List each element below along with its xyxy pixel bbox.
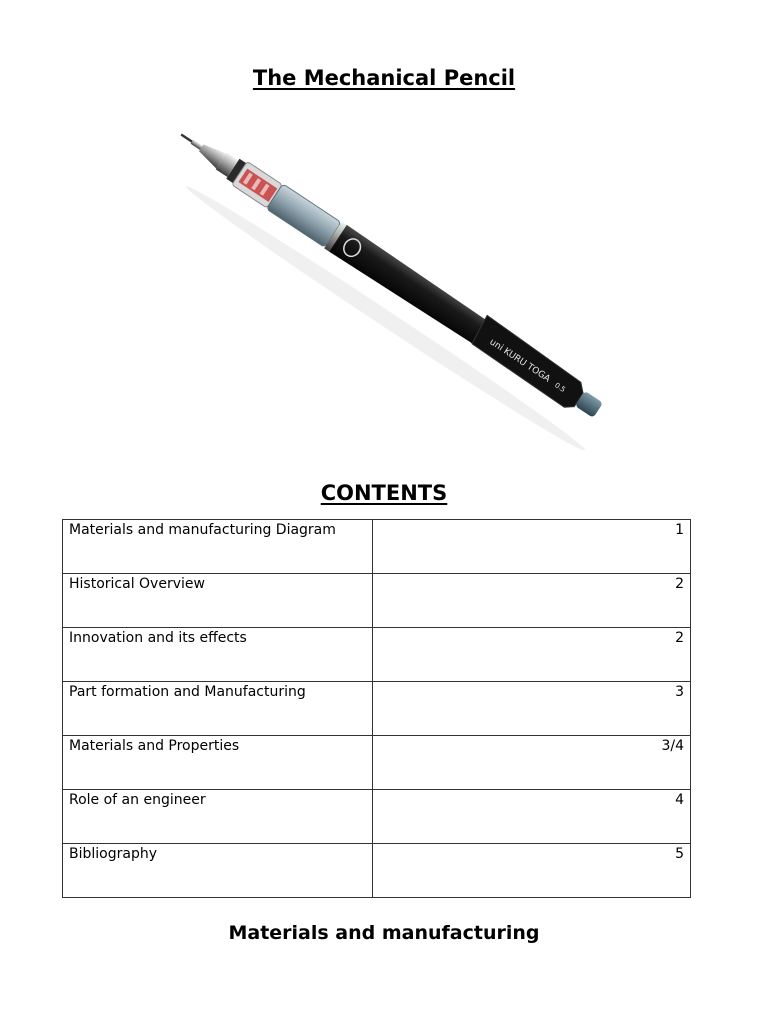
table-row xyxy=(63,790,691,844)
toc-entry-page: 5 xyxy=(373,844,691,898)
toc-entry-label: Materials and manufacturing Diagram xyxy=(63,520,373,574)
toc-entry-label: Role of an engineer xyxy=(63,790,373,844)
toc-entry-page: 1 xyxy=(373,520,691,574)
pencil-photo xyxy=(150,130,630,450)
toc-entry-page: 4 xyxy=(373,790,691,844)
toc-entry-label: Bibliography xyxy=(63,844,373,898)
table-row xyxy=(63,736,691,790)
contents-table xyxy=(62,519,691,898)
toc-entry-page: 2 xyxy=(373,574,691,628)
table-row xyxy=(63,682,691,736)
toc-entry-page: 3/4 xyxy=(373,736,691,790)
table-row xyxy=(63,628,691,682)
document-title: The Mechanical Pencil xyxy=(252,66,516,90)
pencil-brand-text: uni KURU TOGA xyxy=(487,337,552,385)
toc-entry-label: Materials and Properties xyxy=(63,736,373,790)
table-row xyxy=(63,520,691,574)
toc-entry-label: Innovation and its effects xyxy=(63,628,373,682)
toc-entry-label: Historical Overview xyxy=(63,574,373,628)
toc-entry-page: 3 xyxy=(373,682,691,736)
pencil-lead-size-text: 0.5 xyxy=(553,381,567,395)
toc-entry-page: 2 xyxy=(373,628,691,682)
table-row xyxy=(63,844,691,898)
table-row xyxy=(63,574,691,628)
section-heading: Materials and manufacturing xyxy=(228,922,540,944)
toc-entry-label: Part formation and Manufacturing xyxy=(63,682,373,736)
contents-heading: CONTENTS xyxy=(320,481,448,505)
